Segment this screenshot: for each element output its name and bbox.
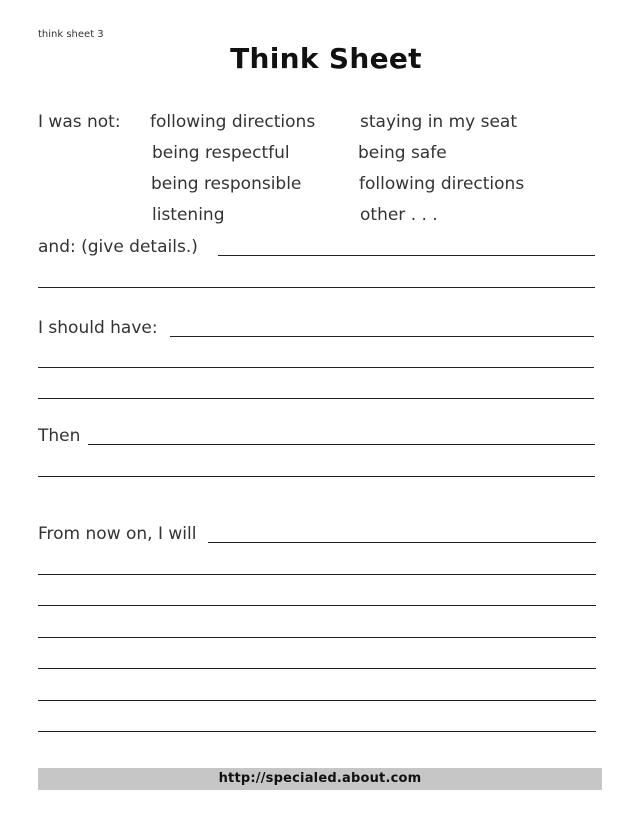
then-line-2[interactable] (38, 476, 595, 477)
option-being-respectful: being respectful (152, 143, 290, 163)
then-line-1[interactable] (88, 444, 595, 445)
future-line-1[interactable] (208, 542, 596, 543)
details-line-2[interactable] (38, 287, 595, 288)
option-other: other . . . (360, 205, 438, 225)
option-staying-in-seat: staying in my seat (360, 112, 518, 132)
future-line-5[interactable] (38, 668, 596, 669)
reason-prompt: I was not: (38, 112, 121, 132)
footer-url[interactable]: http://specialed.about.com (218, 771, 422, 786)
footer-bar (38, 768, 602, 790)
should-prompt: I should have: (38, 318, 158, 338)
option-being-safe: being safe (358, 143, 447, 163)
future-line-7[interactable] (38, 731, 596, 732)
details-prompt: and: (give details.) (38, 237, 198, 257)
future-line-4[interactable] (38, 637, 596, 638)
future-line-3[interactable] (38, 605, 596, 606)
then-prompt: Then (38, 426, 81, 446)
future-prompt: From now on, I will (38, 524, 197, 544)
future-line-6[interactable] (38, 700, 596, 701)
should-line-2[interactable] (38, 367, 594, 368)
option-listening: listening (152, 205, 225, 225)
future-line-2[interactable] (38, 574, 596, 575)
sheet-label: think sheet 3 (38, 29, 104, 40)
page-title: Think Sheet (230, 42, 422, 75)
option-following-directions-left: following directions (150, 112, 316, 132)
should-line-3[interactable] (38, 398, 594, 399)
should-line-1[interactable] (170, 336, 594, 337)
option-being-responsible: being responsible (151, 174, 302, 194)
option-following-directions-right: following directions (359, 174, 525, 194)
details-line-1[interactable] (218, 255, 595, 256)
